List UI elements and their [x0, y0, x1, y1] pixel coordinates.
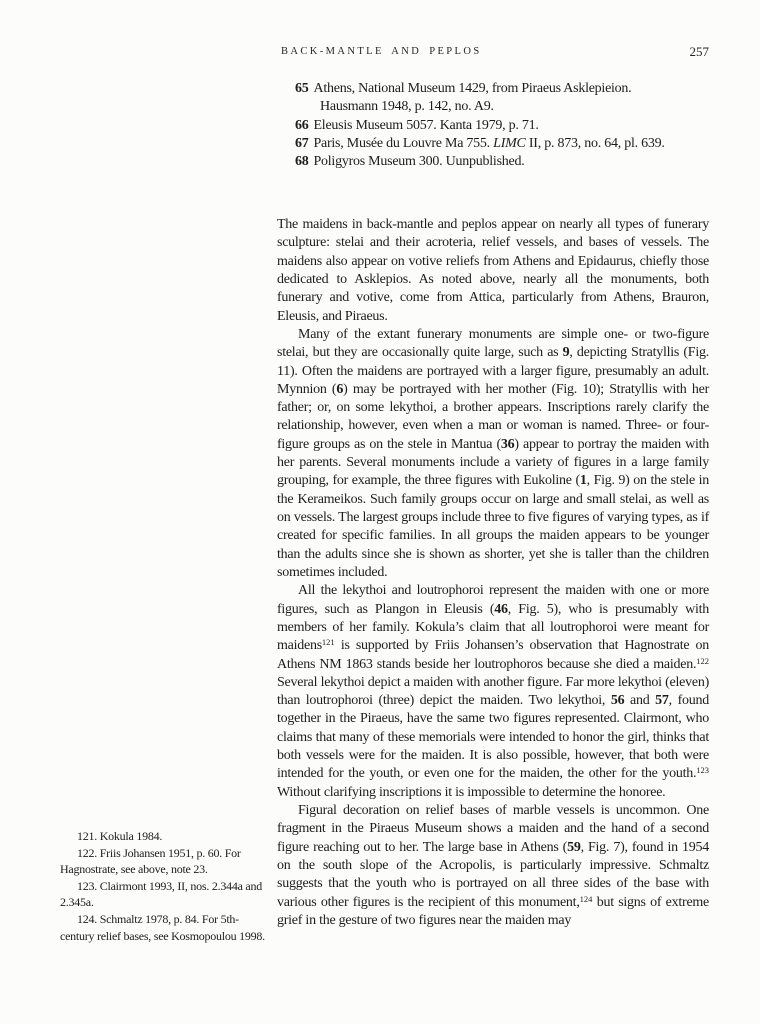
body-paragraph: The maidens in back-mantle and peplos appear on nearly all types of funerary sculpture: stelai and their acroteria, relief vessels, and bases of vessels. The maidens also appear on votive reliefs from Athens and Epidaurus, chiefly those dedicated to Asklepios. As noted above, nearly all the monuments, both funerary and votive, come from Attica, particularly from Athens, Brauron, Eleusis, and Piraeus. — [277, 217, 709, 324]
catalog-entry-number: 66 — [295, 117, 309, 133]
body-paragraph: All the lekythoi and loutrophoroi represent the maiden with one or more figures, such as Plangon in Eleusis (46, Fig. 5), who is presumably with members of her family. Kokula’s claim that all loutrophoroi were meant for maidens$^{121}$ is supported by Friis Johansen’s observation that Hagnostrate on Athens NM 1863 stands beside her loutrophoros because she died a maiden.$^{122}$ Several lekythoi depict a maiden with another figure. Far more lekythoi (eleven) than loutrophoroi (three) depict the maiden. Two lekythoi, 56 and 57, found together in the Piraeus, have the same two figures represented. Clairmont, who claims that many of these memorials were intended to honor the girl, thinks that both vessels were for the maiden. It is also possible, however, that both were intended for the youth, or even one for the maiden, the other for the youth.$^{123}$ Without clarifying inscriptions it is impossible to determine the honoree. — [277, 583, 710, 800]
footnote: 124. Schmaltz 1978, p. 84. For 5th-century relief bases, see Kosmopoulou 1998. — [60, 911, 265, 943]
body-paragraph: Figural decoration on relief bases of marble vessels is uncommon. One fragment in the Piraeus Museum shows a maiden and the hand of a second figure reaching out to her. The large base in Athens (59, Fig. 7), found in 1954 on the south slope of the Acropolis, is particularly impressive. Schmaltz suggests that the youth who is portrayed on all three sides of the base with various other figures is the recipient of this monument,$^{124}$ but signs of extreme grief in the gesture of two figures near the maiden may — [277, 803, 710, 928]
running-header-title: BACK-MANTLE AND PEPLOS — [281, 46, 482, 57]
body-paragraph: Many of the extant funerary monuments are simple one- or two-figure stelai, but they are occasionally quite large, such as 9, depicting Stratyllis (Fig. 11). Often the maidens are portrayed with a larger figure, presumably an adult. Mynnion (6) may be portrayed with her mother (Fig. 10); Stratyllis with her father; or, on some lekythoi, a brother appears. Inscriptions rarely clarify the relationship, however, even when a man or woman is named. Three- or four-figure groups as on the stele in Mantua (36) appear to portray the maiden with her parents. Several monuments include a variety of figures in a large family grouping, for example, the three figures with Eukoline (1, Fig. 9) on the stele in the Kerameikos. Such family groups occur on large and small stelai, as well as on vessels. The largest groups include three to five figures of varying types, as if created for specific families. In all groups the maiden appears to be younger than the adults since she is shown as shorter, yet she is taller than the children sometimes included. — [277, 326, 710, 580]
catalog-entry-number: 67 — [295, 135, 309, 151]
catalog-entry-number: 65 — [295, 81, 309, 96]
catalog-entry-text: Paris, Musée du Louvre Ma 755. LIMC II, p. 873, no. 64, pl. 639. — [313, 135, 665, 151]
catalog-entry — [277, 153, 677, 171]
catalog-entry-text: Athens, National Museum 1429, from Piraeus Asklepieion. Hausmann 1948, p. 142, no. A9. — [313, 81, 632, 115]
footnote: 122. Friis Johansen 1951, p. 60. For Hagnostrate, see above, note 23. — [60, 845, 241, 877]
catalog-entry — [277, 135, 677, 153]
page-number: 257 — [689, 44, 709, 59]
catalog-list — [277, 80, 677, 172]
catalog-entry-number: 68 — [295, 154, 309, 170]
footnote: 121. Kokula 1984. — [77, 829, 163, 843]
catalog-entry-text: Poligyros Museum 300. Uunpublished. — [313, 154, 525, 170]
catalog-entry-text: Eleusis Museum 5057. Kanta 1979, p. 71. — [313, 117, 539, 133]
catalog-entry — [277, 117, 677, 135]
main-text-column — [277, 216, 709, 930]
margin-footnotes — [60, 828, 268, 944]
catalog-entry — [277, 80, 677, 117]
footnote: 123. Clairmont 1993, II, nos. 2.344a and 2.345a. — [60, 878, 262, 910]
